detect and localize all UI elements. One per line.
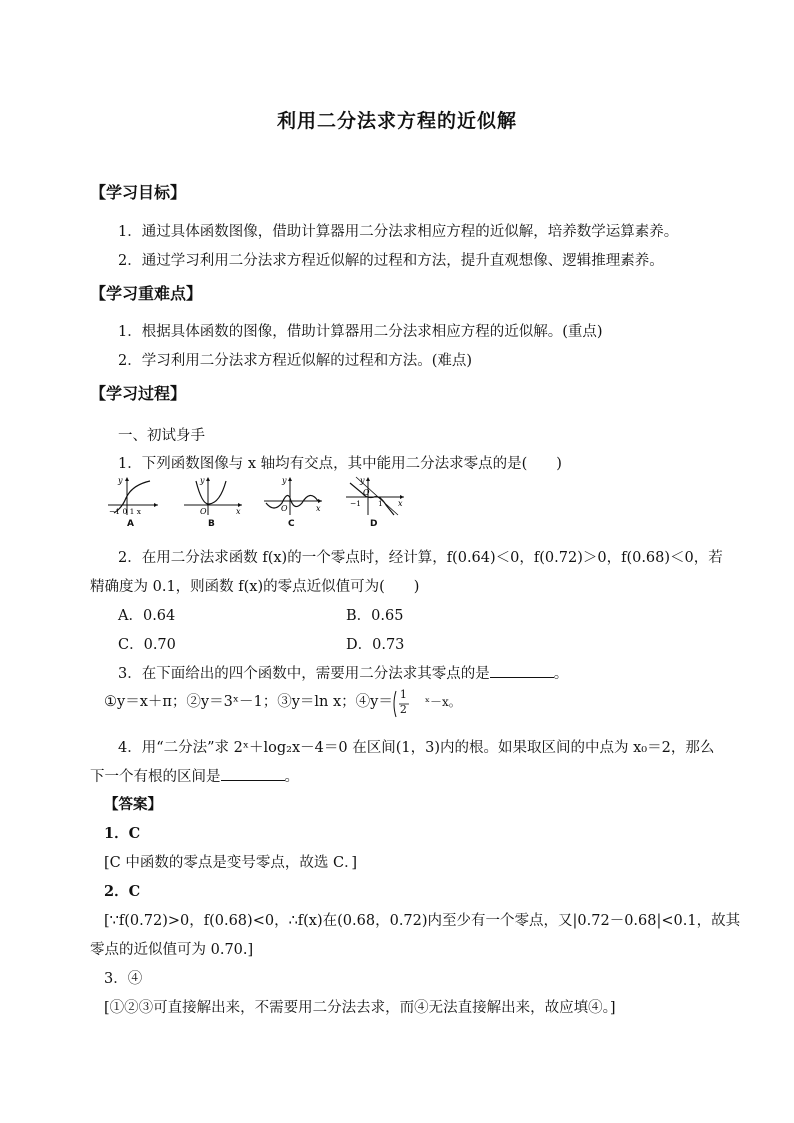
func-4-suffix: ˣ－x。 bbox=[424, 695, 461, 709]
question-3-text: 3．在下面给出的四个函数中，需要用二分法求其零点的是 bbox=[118, 666, 490, 682]
goal-2: 2．通过学习利用二分法求方程近似解的过程和方法，提升直观想像、逻辑推理素养。 bbox=[118, 253, 664, 269]
key-1: 1．根据具体函数的图像，借助计算器用二分法求相应方程的近似解。(重点) bbox=[118, 324, 603, 340]
question-4-line1: 4．用“二分法”求 2ˣ＋log₂x－4＝0 在区间(1，3)内的根。如果取区间的中点为 x₀＝2，那么 bbox=[118, 740, 715, 756]
graph-d-ticks: −1 bbox=[350, 499, 362, 508]
goals-heading: 【学习目标】 bbox=[90, 183, 187, 202]
graph-c-origin: O bbox=[281, 504, 288, 513]
question-4-line2 bbox=[90, 765, 299, 786]
q2-option-c: C．0.70 bbox=[118, 637, 176, 653]
page-title: 利用二分法求方程的近似解 bbox=[276, 110, 517, 132]
process-heading: 【学习过程】 bbox=[90, 384, 187, 403]
graph-c bbox=[262, 475, 324, 517]
key-heading: 【学习重难点】 bbox=[90, 284, 203, 303]
q2-option-d: D．0.73 bbox=[346, 637, 405, 653]
graph-d bbox=[344, 475, 406, 517]
answer-1: 1．C bbox=[104, 825, 141, 842]
answers-heading: 【答案】 bbox=[104, 796, 162, 813]
key-2: 2．学习利用二分法求方程近似解的过程和方法。(难点) bbox=[118, 353, 473, 369]
graph-a bbox=[104, 475, 160, 517]
question-4-end: 。 bbox=[284, 769, 299, 785]
q2-option-a: A．0.64 bbox=[118, 608, 176, 624]
blank-line bbox=[490, 663, 554, 678]
question-2-line2: 精确度为 0.1，则函数 f(x)的零点近似值可为( ) bbox=[90, 579, 420, 595]
answer-2-explanation-line2: 零点的近似值可为 0.70.] bbox=[90, 942, 254, 958]
fraction-denominator: 2 bbox=[399, 703, 407, 716]
answer-2-explanation-line1: [∵f(0.72)>0，f(0.68)<0，∴f(x)在(0.68，0.72)内至少有一个零点，又|0.72－0.68|<0.1，故其 bbox=[104, 913, 741, 929]
graph-c-y-label: y bbox=[282, 476, 287, 485]
graph-b-origin: O bbox=[200, 507, 207, 516]
blank-line bbox=[221, 766, 285, 781]
answer-2: 2．C bbox=[104, 883, 141, 900]
question-2-line1: 2．在用二分法求函数 f(x)的一个零点时，经计算，f(0.64)＜0，f(0.72)＞0，f(0.68)＜0，若 bbox=[118, 550, 723, 566]
q2-option-b: B．0.65 bbox=[346, 608, 404, 624]
graph-a-label: A bbox=[127, 519, 134, 529]
question-4-text: 下一个有根的区间是 bbox=[90, 769, 221, 785]
graph-b-y-label: y bbox=[200, 476, 205, 485]
graph-b-label: B bbox=[208, 519, 215, 529]
goal-1: 1．通过具体函数图像，借助计算器用二分法求相应方程的近似解，培养数学运算素养。 bbox=[118, 224, 679, 240]
graph-d-label: D bbox=[370, 519, 378, 529]
part-one-heading: 一、初试身手 bbox=[118, 428, 205, 444]
graph-a-ticks: −1 0 1 x bbox=[109, 507, 141, 516]
func-1: ①y＝x＋π； bbox=[104, 694, 187, 710]
func-2: ②y＝3ˣ－1； bbox=[186, 694, 278, 710]
answer-3: 3．④ bbox=[104, 971, 143, 987]
graph-c-label: C bbox=[288, 519, 295, 529]
func-4-prefix: ④y＝ bbox=[355, 694, 393, 710]
fraction-numerator: 1 bbox=[399, 688, 407, 701]
question-3 bbox=[118, 662, 568, 683]
func-3: ③y＝ln x； bbox=[277, 694, 356, 710]
graph-b-x-label: x bbox=[236, 507, 241, 516]
answer-1-explanation: [C 中函数的零点是变号零点，故选 C．] bbox=[104, 855, 357, 871]
graph-d-x-label: x bbox=[398, 499, 403, 508]
graph-d-y-label: y bbox=[360, 476, 365, 485]
graph-d-origin: O bbox=[363, 488, 370, 497]
graph-c-x-label: x bbox=[316, 504, 321, 513]
question-3-functions bbox=[104, 690, 461, 718]
fraction-half bbox=[393, 690, 413, 718]
question-3-end: 。 bbox=[553, 666, 569, 682]
graph-b bbox=[182, 475, 244, 517]
graph-a-y-label: y bbox=[118, 476, 123, 485]
graph-d-one: 1 bbox=[378, 499, 383, 508]
question-1: 1．下列函数图像与 x 轴均有交点，其中能用二分法求零点的是( ) bbox=[118, 456, 562, 472]
answer-3-explanation: [①②③可直接解出来，不需要用二分法去求，而④无法直接解出来，故应填④。] bbox=[104, 1000, 616, 1016]
